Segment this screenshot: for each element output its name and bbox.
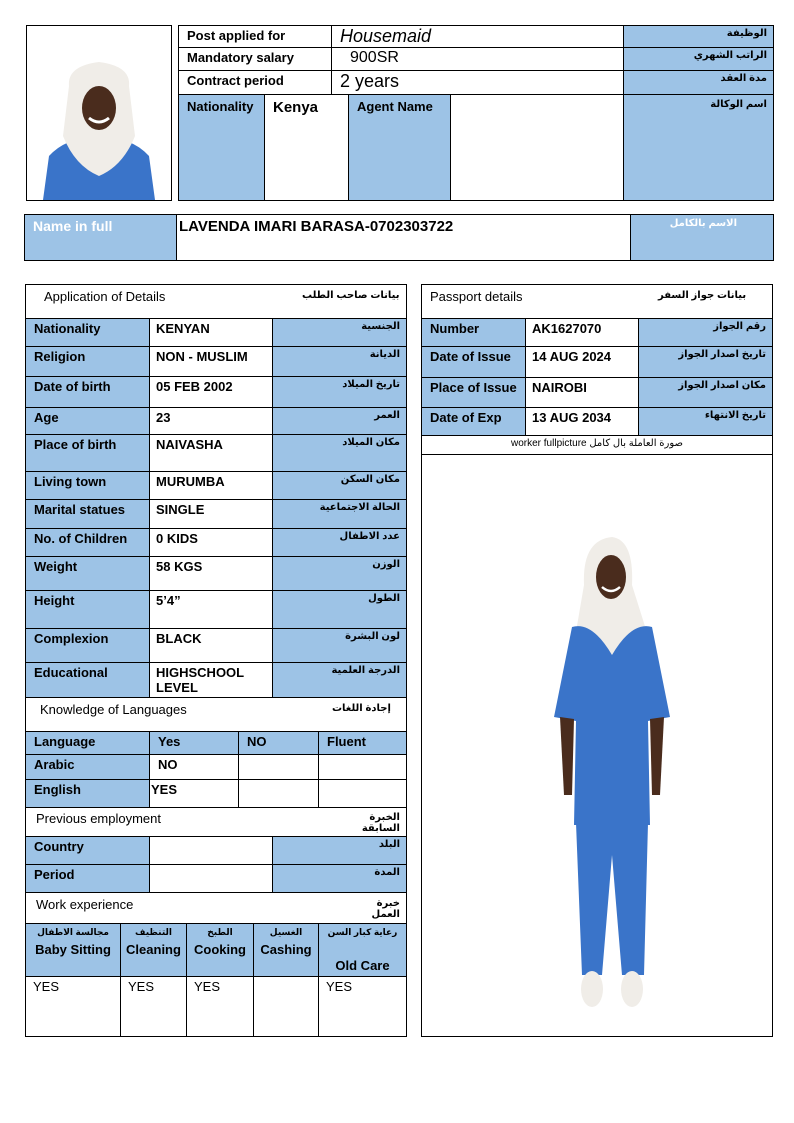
application-value-10-text: BLACK <box>156 631 202 646</box>
experience-head-en-4: Old Care <box>335 958 390 973</box>
lang-arabic-text: Arabic <box>34 757 75 772</box>
experience-head-0 <box>25 923 121 977</box>
experience-value-text-0: YES <box>33 979 60 994</box>
experience-head-en-0: Baby Sitting <box>35 942 111 957</box>
passport-label-0 <box>421 318 526 347</box>
application-ar-6-text: الحالة الاجتماعية <box>319 502 400 513</box>
application-label-4-text: Place of birth <box>34 437 117 452</box>
passport-value-0 <box>525 318 639 347</box>
passport-ar-2 <box>638 377 773 408</box>
post-ar-cell <box>623 25 774 48</box>
period-value-cell <box>149 864 273 893</box>
application-value-0 <box>149 318 273 347</box>
application-ar-4 <box>272 434 407 472</box>
experience-value-3 <box>253 976 319 1037</box>
country-value-cell <box>149 836 273 865</box>
passport-label-3-text: Date of Exp <box>430 410 502 425</box>
lang-english-no-text <box>239 780 318 784</box>
passport-value-3 <box>525 407 639 436</box>
application-label-0-text: Nationality <box>34 321 101 336</box>
lang-arabic-no-text <box>239 755 318 759</box>
name-ar-cell <box>630 214 774 261</box>
application-value-10 <box>149 628 273 663</box>
name-label-cell <box>24 214 177 261</box>
lang-head-no <box>238 731 319 755</box>
experience-value-4 <box>318 976 407 1037</box>
application-ar-5 <box>272 471 407 500</box>
lang-english-text: English <box>34 782 81 797</box>
contract-value: 2 years <box>340 71 400 91</box>
name-value: LAVENDA IMARI BARASA-0702303722 <box>179 218 454 235</box>
nationality-label-cell <box>178 94 265 201</box>
experience-value-0 <box>25 976 121 1037</box>
portrait-figure <box>27 26 171 200</box>
languages-title: Knowledge of Languages <box>40 702 187 717</box>
application-ar-2-text: تاريخ الميلاد <box>342 379 400 390</box>
application-value-7-text: 0 KIDS <box>156 531 198 546</box>
period-ar: المدة <box>374 867 400 878</box>
application-ar-11 <box>272 662 407 698</box>
passport-title: Passport details <box>430 289 523 304</box>
country-label: Country <box>34 839 84 854</box>
period-label: Period <box>34 867 75 882</box>
lang-english-fluent <box>318 779 407 808</box>
application-ar-1 <box>272 346 407 377</box>
application-value-2-text: 05 FEB 2002 <box>156 379 233 394</box>
contract-label: Contract period <box>187 73 284 88</box>
contract-value-cell <box>331 70 624 95</box>
experience-value-text-4: YES <box>326 979 353 994</box>
period-label-cell <box>25 864 150 893</box>
application-label-3-text: Age <box>34 410 59 425</box>
lang-head-no-text: NO <box>247 734 267 749</box>
picture-caption: worker fullpicture صورة العاملة بال كامل <box>511 438 683 449</box>
previous-title-cell <box>25 807 407 837</box>
nationality-value-cell <box>264 94 349 201</box>
contract-label-cell <box>178 70 332 95</box>
passport-ar-0-text: رقم الجواز <box>713 321 766 332</box>
application-title-cell <box>25 284 407 319</box>
application-value-3-text: 23 <box>156 410 171 425</box>
name-label: Name in full <box>33 218 113 234</box>
application-title-ar: بيانات صاحب الطلب <box>302 290 400 301</box>
application-value-5 <box>149 471 273 500</box>
passport-label-1 <box>421 346 526 378</box>
application-ar-7 <box>272 528 407 557</box>
application-value-4-text: NAIVASHA <box>156 437 223 452</box>
application-value-7 <box>149 528 273 557</box>
lang-english-yes <box>149 779 239 808</box>
application-ar-10-text: لون البشرة <box>345 631 400 642</box>
lang-head-yes-text: Yes <box>158 734 181 749</box>
experience-head-4 <box>318 923 407 977</box>
post-value-cell <box>331 25 624 48</box>
passport-ar-3 <box>638 407 773 436</box>
application-label-10 <box>25 628 150 663</box>
passport-value-3-text: 13 AUG 2034 <box>532 410 612 425</box>
application-value-8 <box>149 556 273 591</box>
agent-ar: اسم الوكالة <box>710 99 767 110</box>
passport-label-2-text: Place of Issue <box>430 380 517 395</box>
application-label-2 <box>25 376 150 408</box>
name-ar: الاسم بالكامل <box>669 218 737 229</box>
application-value-0-text: KENYAN <box>156 321 210 336</box>
application-value-6-text: SINGLE <box>156 502 205 517</box>
application-label-5 <box>25 471 150 500</box>
application-value-3 <box>149 407 273 435</box>
application-label-6 <box>25 499 150 529</box>
picture-caption-cell <box>421 435 773 455</box>
passport-label-0-text: Number <box>430 321 480 336</box>
contract-ar-cell <box>623 70 774 95</box>
lang-head-language-text: Language <box>34 734 96 749</box>
application-label-3 <box>25 407 150 435</box>
experience-head-ar-2: الطبخ <box>207 927 233 937</box>
experience-title: Work experience <box>36 897 134 912</box>
experience-head-3 <box>253 923 319 977</box>
experience-head-ar-0: مجالسة الاطفال <box>37 927 109 937</box>
experience-head-en-2: Cooking <box>194 942 246 957</box>
application-ar-6 <box>272 499 407 529</box>
application-value-9-text: 5’4” <box>156 593 181 608</box>
application-label-11 <box>25 662 150 698</box>
application-ar-3 <box>272 407 407 435</box>
application-title: Application of Details <box>44 289 166 304</box>
lang-arabic-label <box>25 754 150 780</box>
application-label-0 <box>25 318 150 347</box>
experience-head-en-1: Cleaning <box>126 942 181 957</box>
application-value-9 <box>149 590 273 629</box>
application-label-8-text: Weight <box>34 559 78 574</box>
full-figure <box>422 455 772 1036</box>
salary-label: Mandatory salary <box>187 50 294 65</box>
experience-head-2 <box>186 923 254 977</box>
application-ar-1-text: الديانة <box>369 349 400 360</box>
passport-label-3 <box>421 407 526 436</box>
passport-ar-3-text: تاريخ الانتهاء <box>704 410 766 421</box>
post-ar: الوظيفة <box>726 28 767 39</box>
salary-value: 900SR <box>350 49 399 66</box>
lang-english-label <box>25 779 150 808</box>
passport-value-1 <box>525 346 639 378</box>
period-ar-cell <box>272 864 407 893</box>
application-value-2 <box>149 376 273 408</box>
salary-label-cell <box>178 47 332 71</box>
application-label-9-text: Height <box>34 593 75 608</box>
passport-value-0-text: AK1627070 <box>532 321 602 336</box>
application-value-11-text: HIGHSCHOOL LEVEL <box>156 665 244 695</box>
passport-ar-1 <box>638 346 773 378</box>
application-label-1-text: Religion <box>34 349 86 364</box>
lang-head-fluent <box>318 731 407 755</box>
lang-english-no <box>238 779 319 808</box>
previous-title: Previous employment <box>36 811 161 826</box>
application-label-10-text: Complexion <box>34 631 109 646</box>
agent-label-cell <box>348 94 451 201</box>
application-value-5-text: MURUMBA <box>156 474 225 489</box>
lang-arabic-yes-text: NO <box>158 757 178 772</box>
portrait-photo <box>26 25 172 201</box>
experience-value-text-3 <box>254 977 318 981</box>
languages-title-cell <box>25 697 407 732</box>
lang-english-fluent-text <box>319 780 406 784</box>
application-label-2-text: Date of birth <box>34 379 111 394</box>
agent-ar-cell <box>623 94 774 201</box>
application-value-1 <box>149 346 273 377</box>
application-value-6 <box>149 499 273 529</box>
application-ar-7-text: عدد الاطفال <box>339 531 400 542</box>
nationality-label: Nationality <box>187 99 254 114</box>
passport-ar-0 <box>638 318 773 347</box>
application-ar-11-text: الدرجة العلمية <box>331 665 400 676</box>
agent-value-cell <box>450 94 624 201</box>
application-label-5-text: Living town <box>34 474 107 489</box>
experience-value-1 <box>120 976 187 1037</box>
name-value-cell <box>176 214 631 261</box>
application-ar-0 <box>272 318 407 347</box>
application-ar-4-text: مكان الميلاد <box>342 437 400 448</box>
passport-value-2-text: NAIROBI <box>532 380 587 395</box>
salary-ar-cell <box>623 47 774 71</box>
post-label: Post applied for <box>187 28 286 43</box>
application-label-9 <box>25 590 150 629</box>
agent-label: Agent Name <box>357 99 433 114</box>
application-value-1-text: NON - MUSLIM <box>156 349 248 364</box>
application-ar-8-text: الوزن <box>372 559 400 570</box>
application-ar-2 <box>272 376 407 408</box>
experience-value-text-2: YES <box>194 979 221 994</box>
experience-value-text-1: YES <box>128 979 155 994</box>
passport-ar-1-text: تاريخ اصدار الجواز <box>678 349 766 360</box>
application-ar-9-text: الطول <box>368 593 400 604</box>
application-label-6-text: Marital statues <box>34 502 126 517</box>
experience-head-en-3: Cashing <box>260 942 312 957</box>
application-label-7-text: No. of Children <box>34 531 128 546</box>
experience-head-ar-4: رعاية كبار السن <box>327 927 398 937</box>
application-value-11 <box>149 662 273 698</box>
application-ar-3-text: العمر <box>374 410 400 421</box>
lang-arabic-no <box>238 754 319 780</box>
application-ar-8 <box>272 556 407 591</box>
application-ar-10 <box>272 628 407 663</box>
experience-head-ar-1: التنظيف <box>135 927 172 937</box>
country-label-cell <box>25 836 150 865</box>
languages-title-ar: إجادة اللغات <box>332 703 391 714</box>
experience-title-ar: خبرة العمل <box>371 898 400 920</box>
lang-head-language <box>25 731 150 755</box>
passport-label-1-text: Date of Issue <box>430 349 511 364</box>
experience-value-2 <box>186 976 254 1037</box>
nationality-value: Kenya <box>273 99 319 116</box>
salary-value-cell <box>331 47 624 71</box>
application-label-4 <box>25 434 150 472</box>
application-label-11-text: Educational <box>34 665 108 680</box>
lang-arabic-fluent <box>318 754 407 780</box>
application-value-8-text: 58 KGS <box>156 559 203 574</box>
previous-title-ar: الخبرة السابقة <box>361 812 400 834</box>
application-ar-0-text: الجنسية <box>361 321 400 332</box>
passport-ar-2-text: مكان اصدار الجواز <box>678 380 766 391</box>
post-value: Housemaid <box>340 26 432 46</box>
application-ar-5-text: مكان السكن <box>340 474 400 485</box>
lang-arabic-yes <box>149 754 239 780</box>
experience-head-ar-3: الغسيل <box>269 927 303 937</box>
experience-head-1 <box>120 923 187 977</box>
application-label-7 <box>25 528 150 557</box>
application-label-1 <box>25 346 150 377</box>
contract-ar: مدة العقد <box>720 73 767 84</box>
lang-arabic-fluent-text <box>319 755 406 759</box>
passport-value-2 <box>525 377 639 408</box>
country-ar-cell <box>272 836 407 865</box>
application-value-4 <box>149 434 273 472</box>
salary-ar: الراتب الشهري <box>693 50 767 61</box>
lang-english-yes-text: YES <box>151 782 178 797</box>
application-label-8 <box>25 556 150 591</box>
passport-title-ar: بيانات جواز السفر <box>658 290 747 301</box>
passport-title-cell <box>421 284 773 319</box>
lang-head-fluent-text: Fluent <box>327 734 366 749</box>
full-picture <box>421 454 773 1037</box>
application-ar-9 <box>272 590 407 629</box>
post-label-cell <box>178 25 332 48</box>
passport-value-1-text: 14 AUG 2024 <box>532 349 612 364</box>
passport-label-2 <box>421 377 526 408</box>
country-ar: البلد <box>378 839 400 850</box>
experience-title-cell <box>25 892 407 924</box>
lang-head-yes <box>149 731 239 755</box>
